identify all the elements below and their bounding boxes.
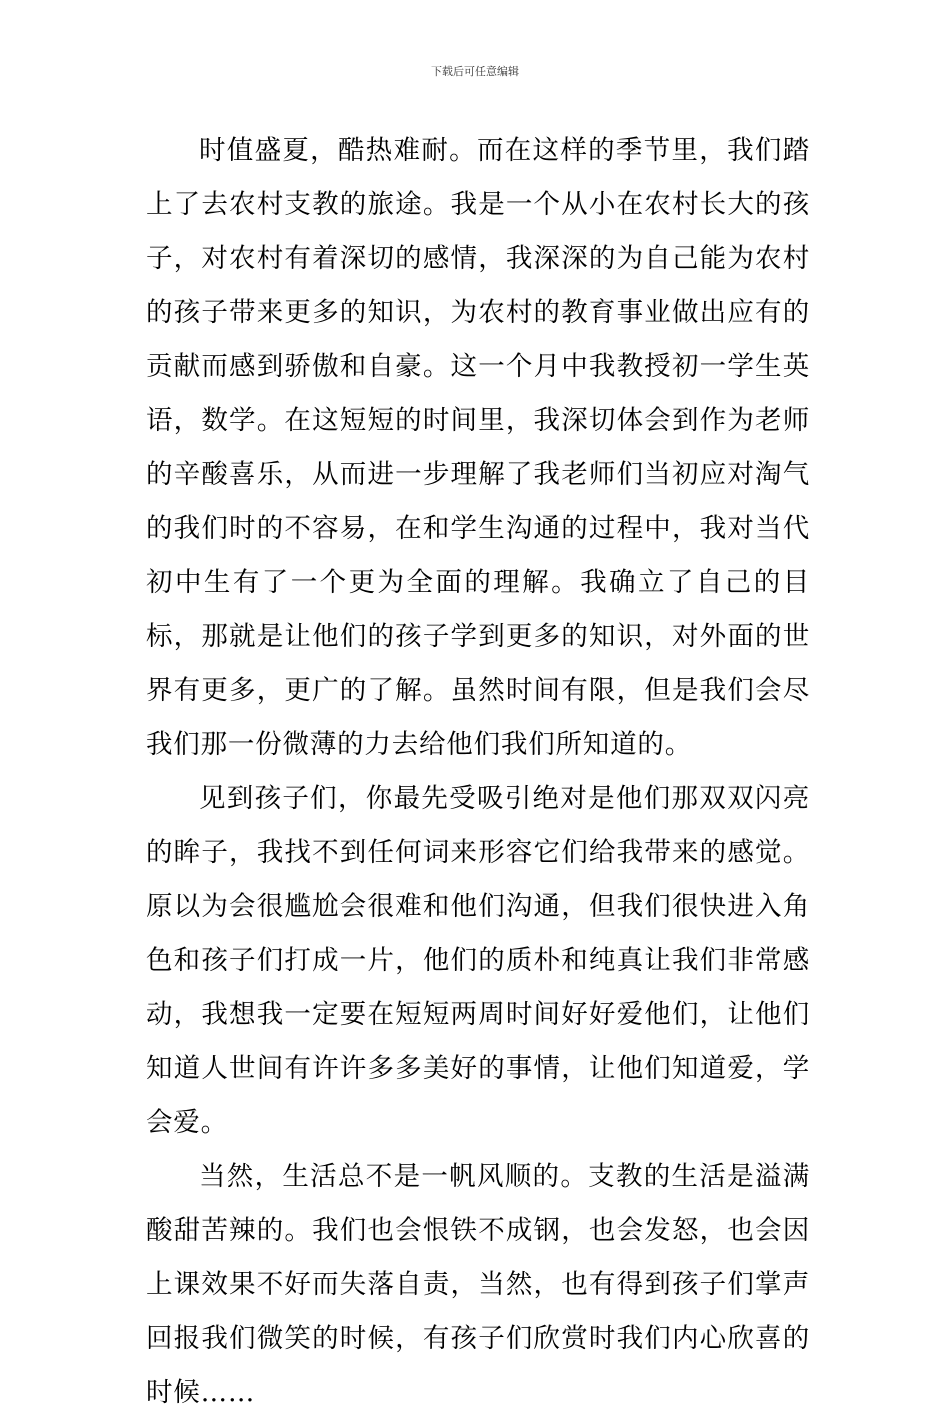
paragraph-3: 当然，生活总不是一帆风顺的。支教的生活是溢满酸甜苦辣的。我们也会恨铁不成钢，也会发怒，也会因上课效果不好而失落自责，当然，也有得到孩子们掌声回报我们微笑的时候，有孩子们欣赏时我们内心欣喜的时候…… (146, 1161, 810, 1408)
paragraph-1: 时值盛夏，酷热难耐。而在这样的季节里，我们踏上了去农村支教的旅途。我是一个从小在农村长大的孩子，对农村有着深切的感情，我深深的为自己能为农村的孩子带来更多的知识，为农村的教育事业做出应有的贡献而感到骄傲和自豪。这一个月中我教授初一学生英语，数学。在这短短的时间里，我深切体会到作为老师的辛酸喜乐，从而进一步理解了我老师们当初应对淘气的我们时的不容易，在和学生沟通的过程中，我对当代初中生有了一个更为全面的理解。我确立了自己的目标，那就是让他们的孩子学到更多的知识，对外面的世界有更多，更广的了解。虽然时间有限，但是我们会尽我们那一份微薄的力去给他们我们所知道的。 (146, 135, 810, 760)
document-body (146, 124, 810, 1420)
page-header: 下载后可任意编辑 (431, 65, 519, 78)
paragraph-2: 见到孩子们，你最先受吸引绝对是他们那双双闪亮的眸子，我找不到任何词来形容它们给我带来的感觉。原以为会很尴尬会很难和他们沟通，但我们很快进入角色和孩子们打成一片，他们的质朴和纯真让我们非常感动，我想我一定要在短短两周时间好好爱他们，让他们知道人世间有许许多多美好的事情，让他们知道爱，学会爱。 (146, 783, 810, 1138)
